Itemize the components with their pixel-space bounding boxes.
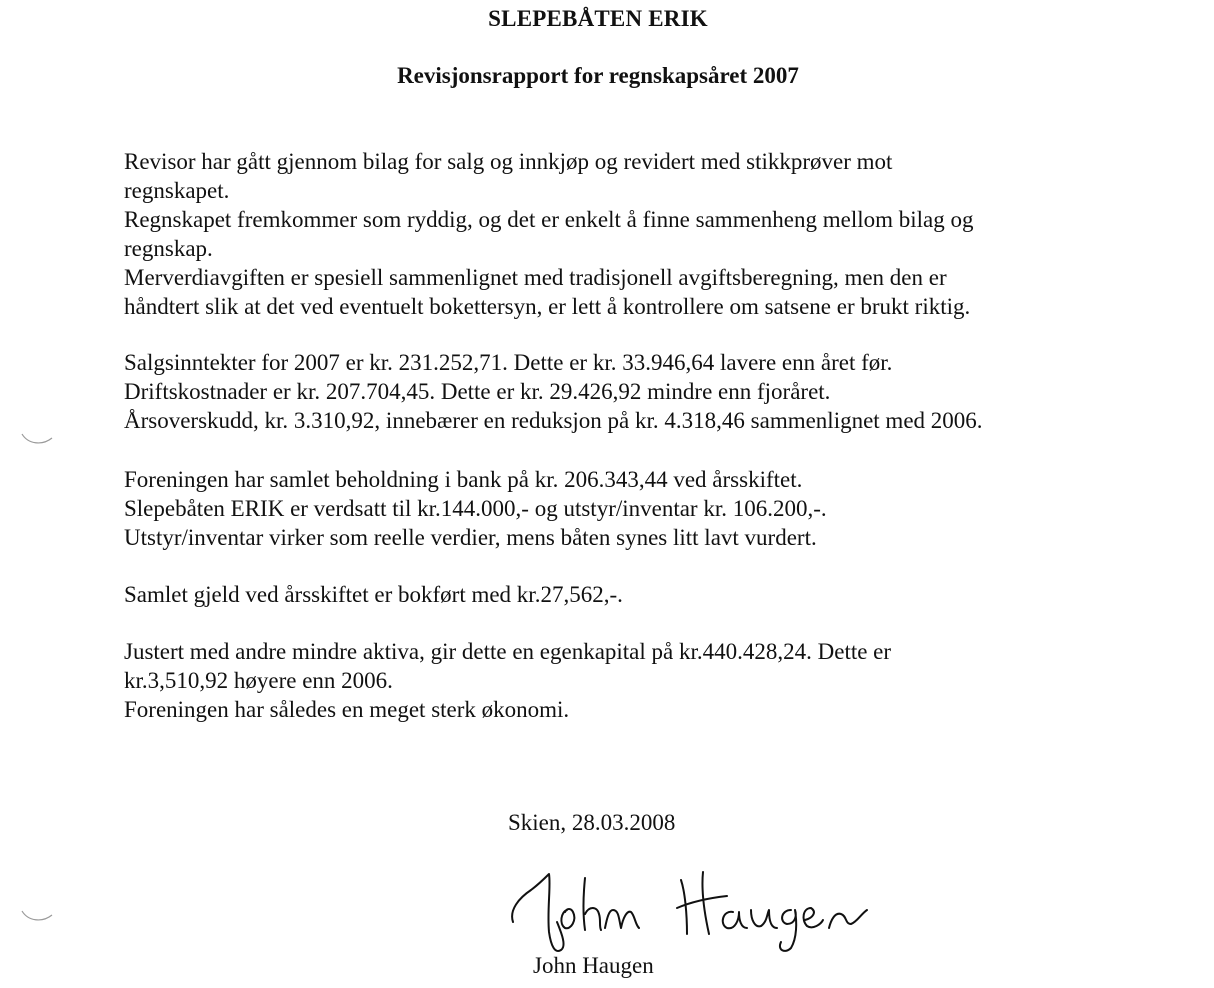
paragraph-line: kr.3,510,92 høyere enn 2006.: [124, 668, 393, 693]
paragraph-line: regnskapet.: [124, 178, 230, 203]
paragraph-line: regnskap.: [124, 236, 213, 261]
document-title: SLEPEBÅTEN ERIK: [488, 6, 708, 31]
paragraph-line: Foreningen har således en meget sterk økonomi.: [124, 697, 570, 722]
paragraph-line: Merverdiavgiften er spesiell sammenlignet med tradisjonell avgiftsberegning, men den er: [124, 265, 947, 290]
paragraph-line: Regnskapet fremkommer som ryddig, og det er enkelt å finne sammenheng mellom bilag og: [124, 207, 974, 232]
paragraph-line: Revisor har gått gjennom bilag for salg og innkjøp og revidert med stikkprøver mot: [124, 149, 893, 174]
handwritten-signature: [505, 862, 875, 957]
paragraph-audit-scope: [124, 147, 1124, 321]
paragraph-line: håndtert slik at det ved eventuelt bokettersyn, er lett å kontrollere om satsene er brukt riktig.: [124, 294, 971, 319]
document-subtitle: Revisjonsrapport for regnskapsåret 2007: [397, 63, 799, 88]
paragraph-line: Utstyr/inventar virker som reelle verdier, mens båten synes litt lavt vurdert.: [124, 525, 817, 550]
paragraph-line: Justert med andre mindre aktiva, gir dette en egenkapital på kr.440.428,24. Dette er: [124, 639, 892, 664]
paragraph-line: Samlet gjeld ved årsskiftet er bokført med kr.27,562,-.: [124, 582, 623, 607]
paragraph-line: Slepebåten ERIK er verdsatt til kr.144.000,- og utstyr/inventar kr. 106.200,-.: [124, 496, 827, 521]
paragraph-assets: [124, 465, 1124, 552]
paragraph-debt: [124, 580, 1124, 609]
paragraph-line: Foreningen har samlet beholdning i bank på kr. 206.343,44 ved årsskiftet.: [124, 467, 803, 492]
paragraph-equity: [124, 637, 1124, 724]
punch-hole-mark: [18, 428, 54, 450]
paragraph-income-results: [124, 348, 1124, 435]
paragraph-line: Årsoverskudd, kr. 3.310,92, innebærer en reduksjon på kr. 4.318,46 sammenlignet med 2006.: [124, 408, 983, 433]
paragraph-line: Driftskostnader er kr. 207.704,45. Dette er kr. 29.426,92 mindre enn fjoråret.: [124, 379, 831, 404]
paragraph-line: Salgsinntekter for 2007 er kr. 231.252,71. Dette er kr. 33.946,64 lavere enn året før.: [124, 350, 893, 375]
signer-name: John Haugen: [533, 953, 654, 978]
place-date: Skien, 28.03.2008: [508, 810, 676, 835]
punch-hole-mark: [18, 905, 54, 927]
